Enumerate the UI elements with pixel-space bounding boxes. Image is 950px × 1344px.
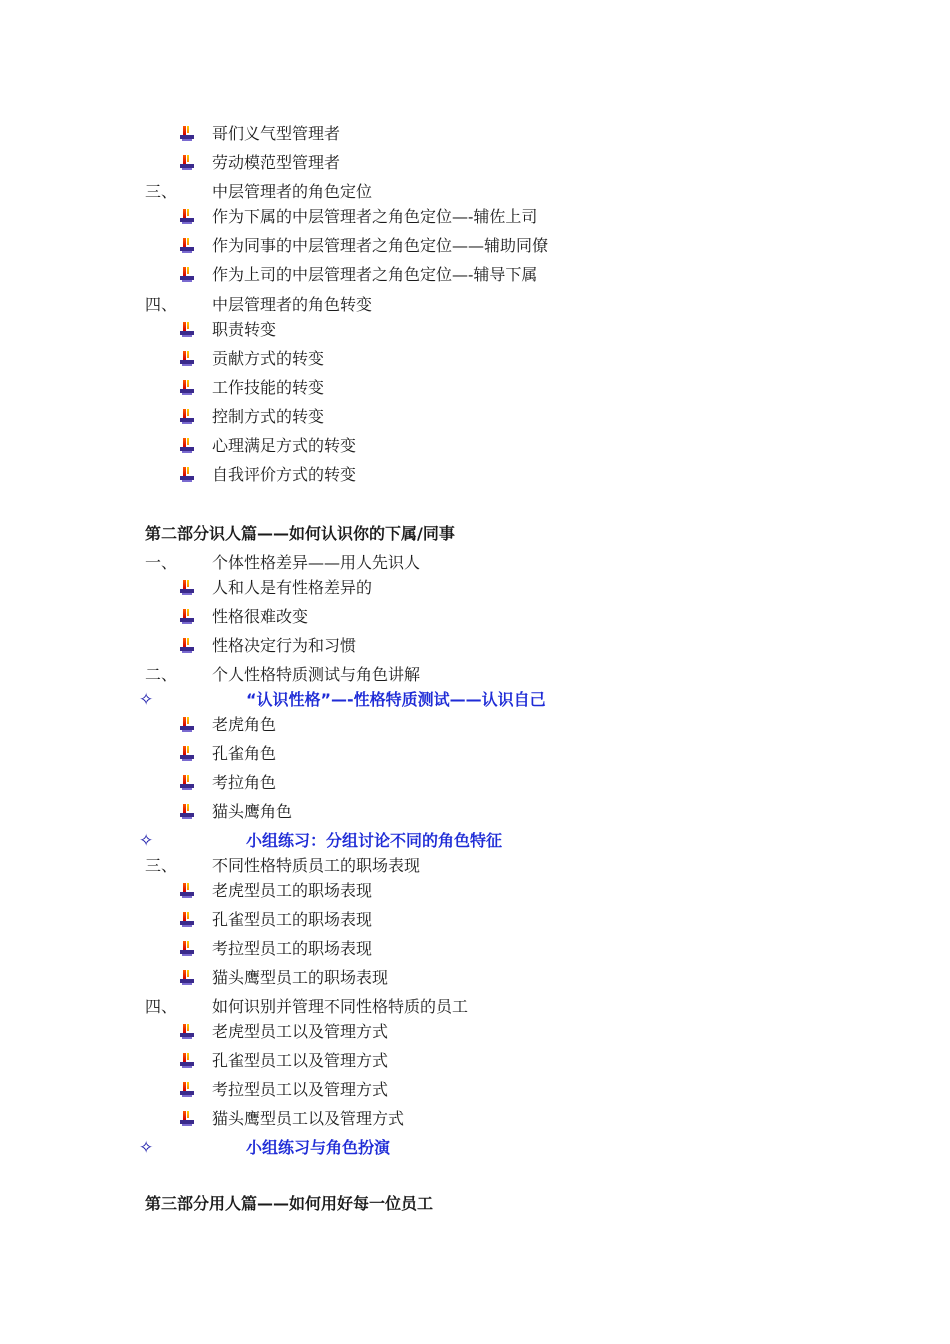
list-item: 老虎型员工的职场表现 [212, 881, 373, 900]
section-number: 三、 [145, 182, 178, 201]
list-item: 性格很难改变 [212, 607, 309, 626]
section-title: 如何识别并管理不同性格特质的员工 [212, 997, 469, 1016]
list-item: 心理满足方式的转变 [212, 436, 357, 455]
bullet-icon [180, 380, 194, 396]
section-number: 四、 [145, 295, 178, 314]
bullet-icon [180, 409, 194, 425]
list-item: 人和人是有性格差异的 [212, 578, 373, 597]
bullet-icon [180, 267, 194, 283]
activity-item: “认识性格”—-性格特质测试——认识自己 [246, 690, 546, 709]
bullet-icon [180, 438, 194, 454]
list-item: 考拉型员工以及管理方式 [212, 1080, 389, 1099]
bullet-icon [180, 883, 194, 899]
bullet-icon [180, 351, 194, 367]
list-item: 劳动模范型管理者 [212, 153, 341, 172]
bullet-icon [180, 970, 194, 986]
bullet-icon [180, 717, 194, 733]
bullet-icon [180, 912, 194, 928]
bullet-icon [180, 126, 194, 142]
bullet-icon [180, 746, 194, 762]
bullet-icon [180, 1111, 194, 1127]
bullet-icon [180, 1082, 194, 1098]
section-title: 中层管理者的角色转变 [212, 295, 373, 314]
part-heading: 第三部分用人篇——如何用好每一位员工 [145, 1194, 434, 1213]
list-item: 孔雀型员工以及管理方式 [212, 1051, 389, 1070]
section-number: 一、 [145, 553, 178, 572]
list-item: 老虎型员工以及管理方式 [212, 1022, 389, 1041]
bullet-icon [180, 580, 194, 596]
bullet-icon [180, 322, 194, 338]
bullet-icon [180, 238, 194, 254]
bullet-icon [180, 609, 194, 625]
diamond-icon: ✧ [139, 690, 154, 710]
bullet-icon [180, 1024, 194, 1040]
list-item: 作为同事的中层管理者之角色定位——辅助同僚 [212, 236, 549, 255]
activity-item: 小组练习：分组讨论不同的角色特征 [246, 831, 503, 850]
section-title: 不同性格特质员工的职场表现 [212, 856, 421, 875]
list-item: 自我评价方式的转变 [212, 465, 357, 484]
section-title: 个体性格差异——用人先识人 [212, 553, 421, 572]
list-item: 老虎角色 [212, 715, 277, 734]
list-item: 考拉型员工的职场表现 [212, 939, 373, 958]
list-item: 哥们义气型管理者 [212, 124, 341, 143]
diamond-icon: ✧ [139, 1138, 154, 1158]
list-item: 考拉角色 [212, 773, 277, 792]
bullet-icon [180, 638, 194, 654]
section-number: 四、 [145, 997, 178, 1016]
bullet-icon [180, 1053, 194, 1069]
list-item: 贡献方式的转变 [212, 349, 325, 368]
diamond-icon: ✧ [139, 831, 154, 851]
activity-item: 小组练习与角色扮演 [246, 1138, 391, 1157]
bullet-icon [180, 155, 194, 171]
bullet-icon [180, 467, 194, 483]
list-item: 作为下属的中层管理者之角色定位—-辅佐上司 [212, 207, 538, 226]
list-item: 工作技能的转变 [212, 378, 325, 397]
bullet-icon [180, 209, 194, 225]
list-item: 猫头鹰型员工以及管理方式 [212, 1109, 405, 1128]
list-item: 孔雀角色 [212, 744, 277, 763]
section-number: 二、 [145, 665, 178, 684]
section-number: 三、 [145, 856, 178, 875]
list-item: 孔雀型员工的职场表现 [212, 910, 373, 929]
list-item: 猫头鹰角色 [212, 802, 293, 821]
list-item: 性格决定行为和习惯 [212, 636, 357, 655]
part-heading: 第二部分识人篇——如何认识你的下属/同事 [145, 524, 455, 543]
list-item: 控制方式的转变 [212, 407, 325, 426]
list-item: 作为上司的中层管理者之角色定位—-辅导下属 [212, 265, 538, 284]
section-title: 个人性格特质测试与角色讲解 [212, 665, 421, 684]
section-title: 中层管理者的角色定位 [212, 182, 373, 201]
list-item: 猫头鹰型员工的职场表现 [212, 968, 389, 987]
list-item: 职责转变 [212, 320, 277, 339]
bullet-icon [180, 941, 194, 957]
bullet-icon [180, 804, 194, 820]
bullet-icon [180, 775, 194, 791]
